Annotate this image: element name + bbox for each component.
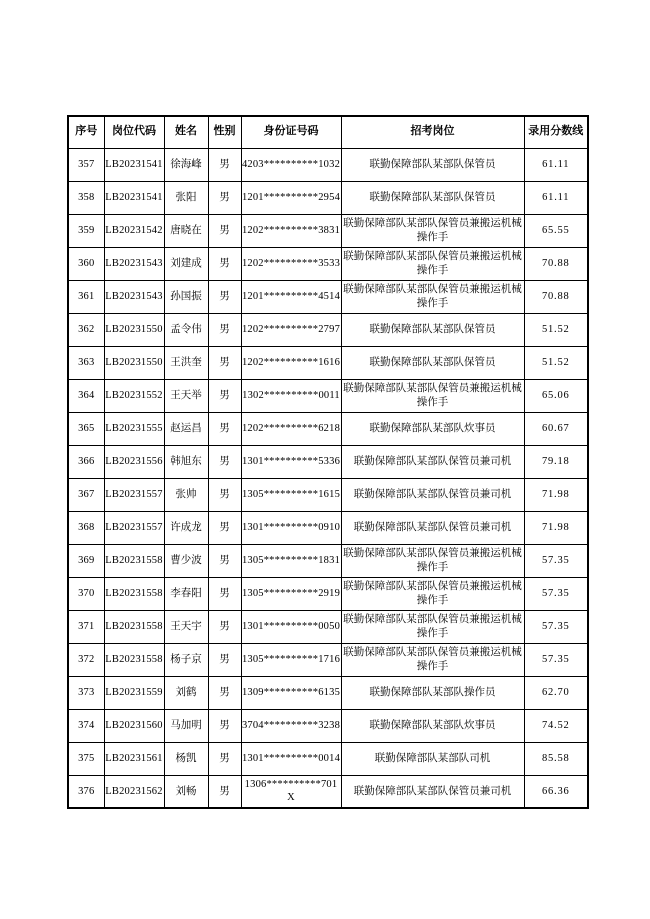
cell-id-number: 4203**********1032 — [241, 148, 341, 181]
cell-recruit-position: 联勤保障部队某部队保管员兼司机 — [341, 445, 524, 478]
table-row — [68, 379, 588, 412]
header-gender: 性别 — [208, 116, 241, 148]
cell-score-line: 61.11 — [524, 181, 588, 214]
cell-name: 刘建成 — [164, 247, 208, 280]
cell-score-line: 79.18 — [524, 445, 588, 478]
cell-seq: 369 — [68, 544, 104, 577]
cell-position-code: LB20231557 — [104, 511, 164, 544]
cell-recruit-position: 联勤保障部队某部队炊事员 — [341, 709, 524, 742]
cell-gender: 男 — [208, 280, 241, 313]
table-row — [68, 280, 588, 313]
table-row — [68, 346, 588, 379]
cell-recruit-position: 联勤保障部队某部队保管员兼司机 — [341, 478, 524, 511]
table-row — [68, 544, 588, 577]
cell-id-number: 1201**********2954 — [241, 181, 341, 214]
cell-gender: 男 — [208, 379, 241, 412]
header-row — [68, 116, 588, 148]
header-seq: 序号 — [68, 116, 104, 148]
cell-position-code: LB20231558 — [104, 610, 164, 643]
cell-gender: 男 — [208, 148, 241, 181]
cell-seq: 370 — [68, 577, 104, 610]
table-row — [68, 577, 588, 610]
cell-name: 王天举 — [164, 379, 208, 412]
cell-position-code: LB20231543 — [104, 247, 164, 280]
cell-score-line: 62.70 — [524, 676, 588, 709]
cell-seq: 364 — [68, 379, 104, 412]
cell-id-number: 1202**********6218 — [241, 412, 341, 445]
cell-score-line: 71.98 — [524, 478, 588, 511]
cell-recruit-position: 联勤保障部队某部队保管员 — [341, 148, 524, 181]
cell-name: 杨子京 — [164, 643, 208, 676]
cell-id-number: 1201**********4514 — [241, 280, 341, 313]
cell-seq: 374 — [68, 709, 104, 742]
cell-score-line: 70.88 — [524, 280, 588, 313]
cell-recruit-position: 联勤保障部队某部队司机 — [341, 742, 524, 775]
cell-position-code: LB20231550 — [104, 346, 164, 379]
cell-recruit-position: 联勤保障部队某部队保管员兼搬运机械操作手 — [341, 643, 524, 676]
cell-recruit-position: 联勤保障部队某部队保管员兼搬运机械操作手 — [341, 544, 524, 577]
cell-recruit-position: 联勤保障部队某部队炊事员 — [341, 412, 524, 445]
cell-position-code: LB20231552 — [104, 379, 164, 412]
cell-seq: 363 — [68, 346, 104, 379]
table-row — [68, 313, 588, 346]
cell-score-line: 70.88 — [524, 247, 588, 280]
cell-name: 刘鹤 — [164, 676, 208, 709]
recruitment-score-table — [67, 115, 589, 809]
cell-seq: 375 — [68, 742, 104, 775]
cell-id-number: 1309**********6135 — [241, 676, 341, 709]
cell-recruit-position: 联勤保障部队某部队保管员 — [341, 313, 524, 346]
cell-id-number: 1202**********2797 — [241, 313, 341, 346]
cell-score-line: 60.67 — [524, 412, 588, 445]
cell-position-code: LB20231557 — [104, 478, 164, 511]
cell-score-line: 66.36 — [524, 775, 588, 808]
cell-id-number: 1202**********1616 — [241, 346, 341, 379]
cell-position-code: LB20231560 — [104, 709, 164, 742]
cell-score-line: 51.52 — [524, 346, 588, 379]
cell-score-line: 85.58 — [524, 742, 588, 775]
cell-seq: 366 — [68, 445, 104, 478]
cell-position-code: LB20231562 — [104, 775, 164, 808]
cell-id-number: 3704**********3238 — [241, 709, 341, 742]
cell-recruit-position: 联勤保障部队某部队保管员 — [341, 346, 524, 379]
cell-name: 韩旭东 — [164, 445, 208, 478]
table-row — [68, 445, 588, 478]
cell-position-code: LB20231558 — [104, 544, 164, 577]
cell-id-number: 1301**********0050 — [241, 610, 341, 643]
table-row — [68, 214, 588, 247]
cell-recruit-position: 联勤保障部队某部队保管员兼搬运机械操作手 — [341, 610, 524, 643]
cell-position-code: LB20231561 — [104, 742, 164, 775]
cell-seq: 361 — [68, 280, 104, 313]
header-score-line: 录用分数线 — [524, 116, 588, 148]
cell-id-number: 1302**********0011 — [241, 379, 341, 412]
cell-name: 许成龙 — [164, 511, 208, 544]
cell-position-code: LB20231550 — [104, 313, 164, 346]
cell-gender: 男 — [208, 742, 241, 775]
cell-id-number: 1301**********0014 — [241, 742, 341, 775]
header-recruit-position: 招考岗位 — [341, 116, 524, 148]
cell-seq: 359 — [68, 214, 104, 247]
cell-gender: 男 — [208, 478, 241, 511]
cell-recruit-position: 联勤保障部队某部队保管员兼搬运机械操作手 — [341, 214, 524, 247]
cell-gender: 男 — [208, 544, 241, 577]
cell-recruit-position: 联勤保障部队某部队保管员兼搬运机械操作手 — [341, 280, 524, 313]
cell-id-number: 1202**********3533 — [241, 247, 341, 280]
table-row — [68, 412, 588, 445]
cell-name: 王天宇 — [164, 610, 208, 643]
table-header — [68, 116, 588, 148]
table-row — [68, 478, 588, 511]
cell-id-number: 1305**********1831 — [241, 544, 341, 577]
cell-seq: 373 — [68, 676, 104, 709]
table-row — [68, 148, 588, 181]
cell-name: 张阳 — [164, 181, 208, 214]
cell-recruit-position: 联勤保障部队某部队保管员兼搬运机械操作手 — [341, 577, 524, 610]
cell-score-line: 71.98 — [524, 511, 588, 544]
cell-seq: 360 — [68, 247, 104, 280]
cell-name: 马加明 — [164, 709, 208, 742]
cell-score-line: 57.35 — [524, 544, 588, 577]
cell-name: 唐晓在 — [164, 214, 208, 247]
cell-position-code: LB20231541 — [104, 148, 164, 181]
cell-gender: 男 — [208, 412, 241, 445]
cell-seq: 367 — [68, 478, 104, 511]
cell-gender: 男 — [208, 577, 241, 610]
cell-gender: 男 — [208, 214, 241, 247]
cell-name: 赵运昌 — [164, 412, 208, 445]
cell-gender: 男 — [208, 445, 241, 478]
cell-position-code: LB20231559 — [104, 676, 164, 709]
table-row — [68, 247, 588, 280]
cell-position-code: LB20231542 — [104, 214, 164, 247]
cell-seq: 358 — [68, 181, 104, 214]
cell-score-line: 57.35 — [524, 643, 588, 676]
cell-recruit-position: 联勤保障部队某部队保管员兼搬运机械操作手 — [341, 379, 524, 412]
cell-position-code: LB20231543 — [104, 280, 164, 313]
table-row — [68, 709, 588, 742]
cell-seq: 368 — [68, 511, 104, 544]
cell-score-line: 57.35 — [524, 610, 588, 643]
cell-seq: 357 — [68, 148, 104, 181]
cell-name: 刘畅 — [164, 775, 208, 808]
table-row — [68, 643, 588, 676]
cell-recruit-position: 联勤保障部队某部队保管员兼司机 — [341, 511, 524, 544]
table-row — [68, 775, 588, 808]
cell-id-number: 1305**********1716 — [241, 643, 341, 676]
cell-score-line: 57.35 — [524, 577, 588, 610]
cell-name: 李春阳 — [164, 577, 208, 610]
table-row — [68, 676, 588, 709]
cell-gender: 男 — [208, 709, 241, 742]
cell-gender: 男 — [208, 775, 241, 808]
cell-score-line: 74.52 — [524, 709, 588, 742]
cell-recruit-position: 联勤保障部队某部队保管员 — [341, 181, 524, 214]
cell-score-line: 61.11 — [524, 148, 588, 181]
cell-gender: 男 — [208, 643, 241, 676]
cell-name: 王洪奎 — [164, 346, 208, 379]
cell-name: 杨凯 — [164, 742, 208, 775]
cell-position-code: LB20231558 — [104, 577, 164, 610]
table-body — [68, 148, 588, 808]
table-row — [68, 181, 588, 214]
cell-id-number: 1202**********3831 — [241, 214, 341, 247]
cell-position-code: LB20231558 — [104, 643, 164, 676]
cell-gender: 男 — [208, 313, 241, 346]
cell-id-number: 1305**********1615 — [241, 478, 341, 511]
cell-position-code: LB20231555 — [104, 412, 164, 445]
header-position-code: 岗位代码 — [104, 116, 164, 148]
cell-gender: 男 — [208, 610, 241, 643]
cell-id-number: 1301**********5336 — [241, 445, 341, 478]
cell-recruit-position: 联勤保障部队某部队保管员兼搬运机械操作手 — [341, 247, 524, 280]
cell-name: 曹少波 — [164, 544, 208, 577]
header-id-number: 身份证号码 — [241, 116, 341, 148]
table-row — [68, 742, 588, 775]
cell-name: 孙国振 — [164, 280, 208, 313]
cell-id-number: 1305**********2919 — [241, 577, 341, 610]
cell-score-line: 65.55 — [524, 214, 588, 247]
cell-id-number: 1301**********0910 — [241, 511, 341, 544]
cell-position-code: LB20231541 — [104, 181, 164, 214]
cell-gender: 男 — [208, 247, 241, 280]
cell-name: 张帅 — [164, 478, 208, 511]
cell-seq: 365 — [68, 412, 104, 445]
cell-name: 孟令伟 — [164, 313, 208, 346]
cell-seq: 371 — [68, 610, 104, 643]
cell-recruit-position: 联勤保障部队某部队操作员 — [341, 676, 524, 709]
cell-id-number: 1306**********701X — [241, 775, 341, 808]
cell-score-line: 51.52 — [524, 313, 588, 346]
cell-seq: 372 — [68, 643, 104, 676]
cell-recruit-position: 联勤保障部队某部队保管员兼司机 — [341, 775, 524, 808]
cell-gender: 男 — [208, 511, 241, 544]
table-row — [68, 610, 588, 643]
cell-position-code: LB20231556 — [104, 445, 164, 478]
table-row — [68, 511, 588, 544]
cell-seq: 362 — [68, 313, 104, 346]
cell-name: 徐海峰 — [164, 148, 208, 181]
header-name: 姓名 — [164, 116, 208, 148]
cell-gender: 男 — [208, 181, 241, 214]
cell-gender: 男 — [208, 346, 241, 379]
cell-seq: 376 — [68, 775, 104, 808]
cell-score-line: 65.06 — [524, 379, 588, 412]
cell-gender: 男 — [208, 676, 241, 709]
